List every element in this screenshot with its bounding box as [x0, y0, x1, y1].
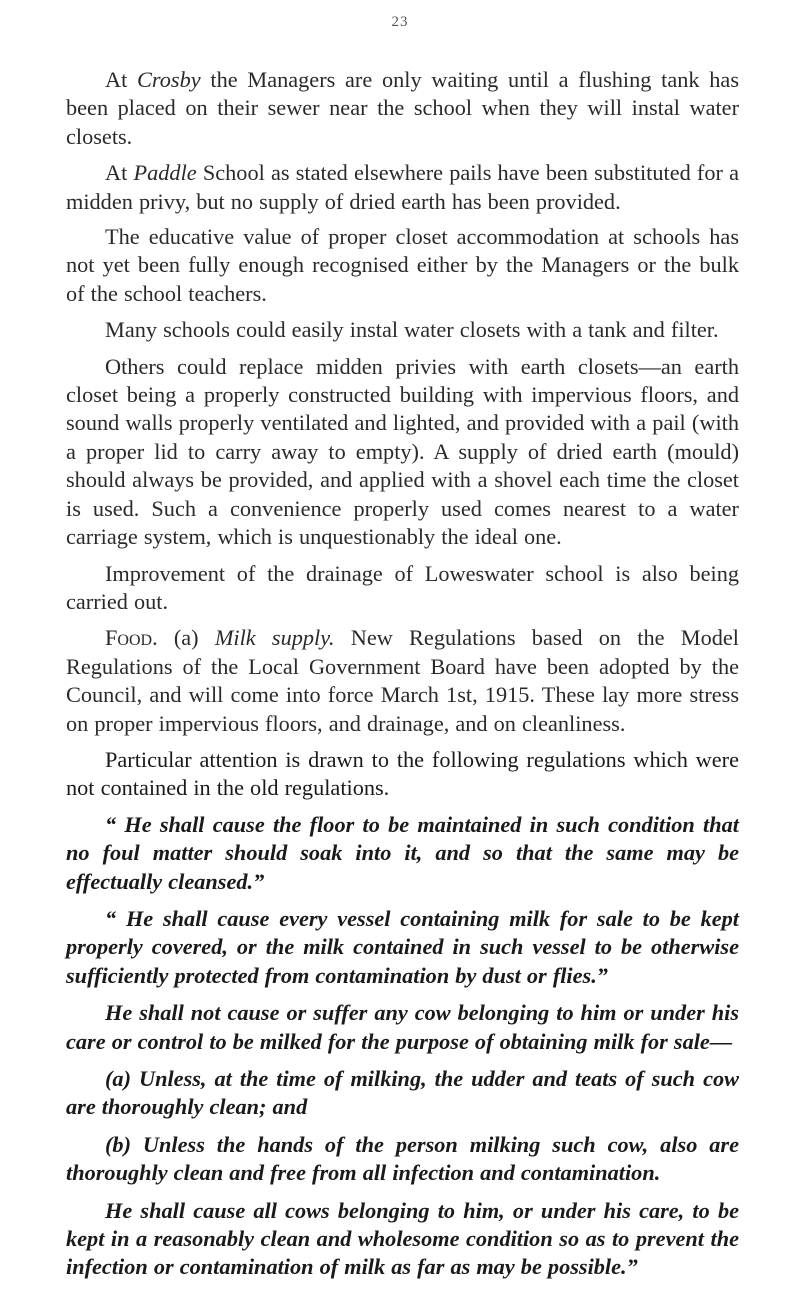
paddle-text: School as stated elsewhere pails have been substituted for a midden privy, but no supply of dried earth has been provided. [66, 160, 740, 214]
paragraph-earth-closets: Others could replace midden privies with earth closets—an earth closet being a properly constructed building with impervious floors, and sound walls properly ventilated and lighted, and provided with a pail (with a proper lid to carry away to empty). A supply of dried earth (mould) should always be provided, and applied with a shovel each time the closet is used. Such a convenience properly used comes nearest to a water carriage system, which is unquestionably the ideal one. [66, 353, 739, 550]
paragraph-water-closets: Many schools could easily instal water closets with a tank and filter. [105, 317, 719, 343]
food-text: New Regulations based on the Model Regulations of the Local Government Board have been adopted by the Council, and will come into force March 1st, 1915. These lay more stress on proper impervious floors, and drainage, and on cleanliness. [66, 625, 739, 736]
paragraph-crosby [66, 66, 739, 151]
regulation-cows-clean: He shall cause all cows belonging to him, or under his care, to be kept in a reasonably clean and wholesome condition so as to prevent the infection or contamination of milk as far as may be possible.” [66, 1197, 739, 1280]
regulation-hands: (b) Unless the hands of the person milking such cow, also are thoroughly clean and free from all infection and contamination. [66, 1131, 739, 1186]
page-number: 23 [391, 14, 409, 30]
paragraph-educative-value: The educative value of proper closet accommodation at schools has not yet been fully enough recognised either by the Managers or the bulk of the school teachers. [66, 224, 739, 306]
body-text [66, 66, 739, 1291]
paragraph-paddle [66, 159, 739, 216]
paragraph-loweswater: Improvement of the drainage of Loweswater school is also being carried out. [66, 560, 739, 614]
regulation-floor: “ He shall cause the floor to be maintained in such condition that no foul matter should soak into it, and so that the same may be effectually cleansed.” [66, 811, 739, 894]
food-heading: Food. [105, 625, 158, 651]
paragraph-food-milk-supply [66, 624, 739, 738]
regulations-quotes [66, 811, 739, 1282]
place-name-crosby: Crosby [137, 67, 201, 92]
place-name-paddle: Paddle [133, 160, 197, 186]
paddle-prefix: At [105, 160, 134, 186]
regulation-vessel: “ He shall cause every vessel containing milk for sale to be kept properly covered, or the milk contained in such vessel to be otherwise sufficiently protected from contamination by dust or flies.” [66, 905, 739, 988]
paragraph-particular-attention: Particular attention is drawn to the following regulations which were not contained in the old regulations. [66, 746, 739, 801]
crosby-text: the Managers are only waiting until a flushing tank has been placed on their sewer near the school when they will instal water closets. [66, 67, 739, 149]
crosby-prefix: At [105, 67, 138, 92]
regulation-cow-milking: He shall not cause or suffer any cow belonging to him or under his care or control to be milked for the purpose of obtaining milk for sale— [66, 1000, 739, 1054]
regulation-udder: (a) Unless, at the time of milking, the udder and teats of such cow are thoroughly clean; and [66, 1066, 739, 1120]
food-label: (a) [157, 625, 215, 651]
milk-supply-subject: Milk supply. [214, 625, 335, 651]
